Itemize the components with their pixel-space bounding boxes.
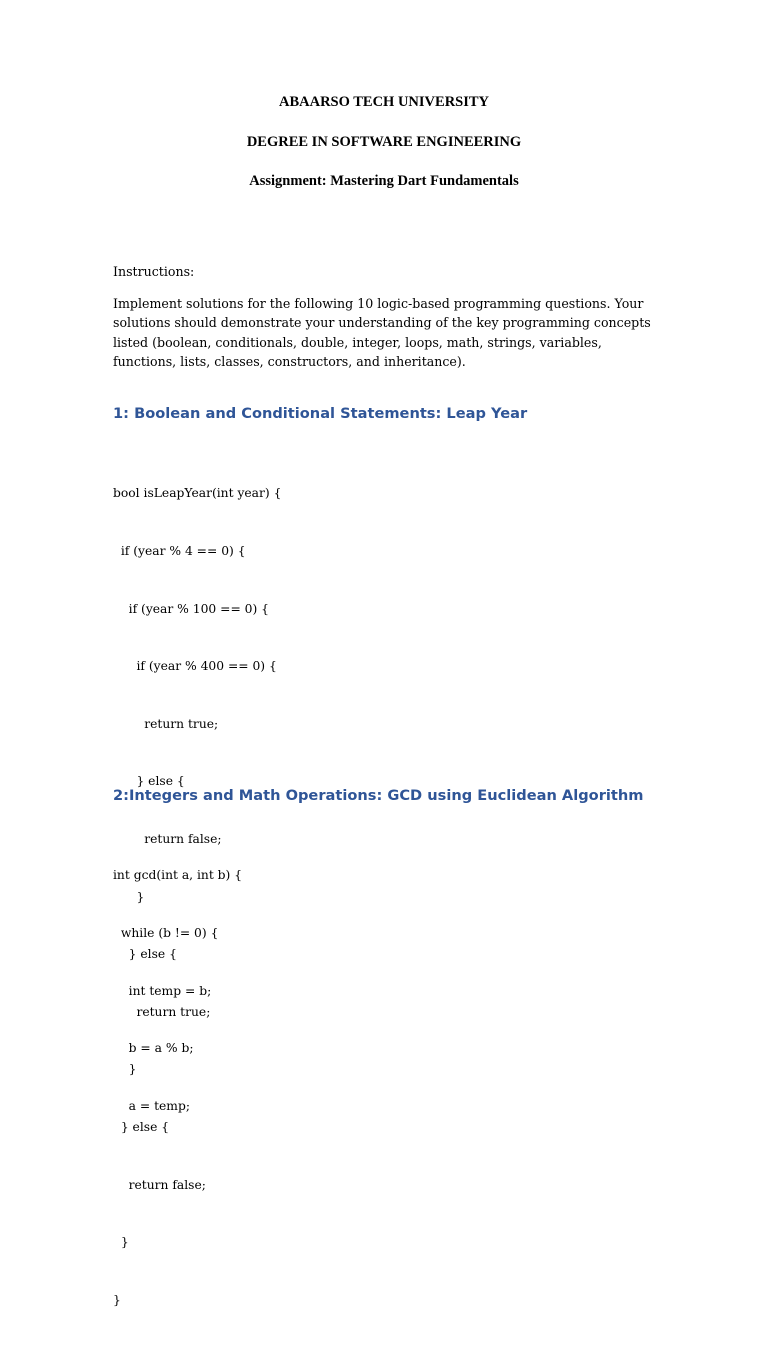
instructions-paragraph: Implement solutions for the following 10 logic-based programming questions. Your solutions should demonstrate your understanding of the key programming concepts listed (boolean, conditionals, double, integer, loops, math, strings, variables, functions, lists, classes, constructors, and inheritance). bbox=[113, 296, 651, 370]
section-2-heading: 2:Integers and Math Operations: GCD using Euclidean Algorithm bbox=[113, 787, 644, 804]
code-line: if (year % 100 == 0) { bbox=[113, 601, 270, 616]
code-line: } bbox=[113, 889, 145, 904]
code-line: } bbox=[113, 1235, 129, 1250]
code-line: } else { bbox=[113, 947, 177, 962]
code-line: if (year % 400 == 0) { bbox=[113, 659, 277, 674]
assignment-title: Assignment: Mastering Dart Fundamentals bbox=[249, 173, 519, 189]
code-line: int temp = b; bbox=[113, 983, 212, 998]
code-line: if (year % 4 == 0) { bbox=[113, 544, 246, 558]
code-line: int gcd(int a, int b) { bbox=[113, 868, 243, 883]
code-line: } else { bbox=[113, 774, 185, 789]
instructions-label: Instructions: bbox=[113, 264, 195, 279]
code-line: return true; bbox=[113, 716, 219, 731]
section-2-code-block bbox=[113, 828, 673, 1154]
code-line: a = temp; bbox=[113, 1098, 190, 1113]
code-line: while (b != 0) { bbox=[113, 926, 219, 940]
code-line: return false; bbox=[113, 831, 222, 846]
code-line: bool isLeapYear(int year) { bbox=[113, 486, 282, 501]
university-title: ABAARSO TECH UNIVERSITY bbox=[278, 94, 490, 110]
degree-title: DEGREE IN SOFTWARE ENGINEERING bbox=[246, 134, 522, 150]
section-1-heading: 1: Boolean and Conditional Statements: Leap Year bbox=[113, 405, 528, 422]
code-line: b = a % b; bbox=[113, 1041, 194, 1056]
code-line: return false; bbox=[113, 1177, 206, 1192]
code-line: } bbox=[113, 1062, 137, 1077]
code-line: return true; bbox=[113, 1004, 211, 1019]
code-line: } bbox=[113, 1292, 121, 1307]
code-line: } else { bbox=[113, 1119, 170, 1134]
